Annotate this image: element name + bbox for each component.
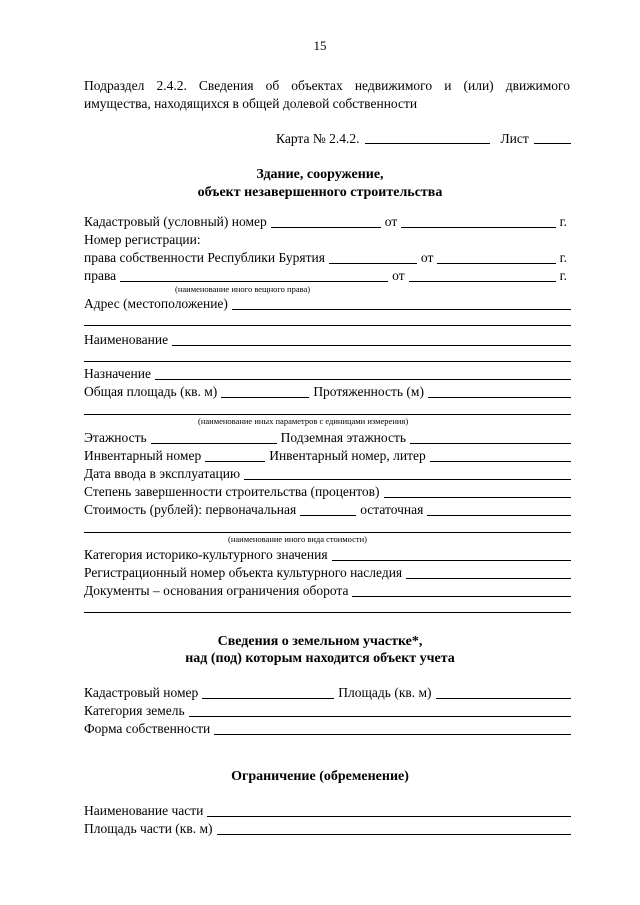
heritage-reg-row bbox=[84, 563, 571, 582]
card-number-field[interactable] bbox=[365, 143, 490, 144]
residual-field[interactable] bbox=[427, 515, 571, 516]
part-area-field[interactable] bbox=[217, 834, 571, 835]
land-category-row bbox=[84, 701, 571, 720]
inventory-label: Инвентарный номер bbox=[84, 448, 202, 463]
page-number: 15 bbox=[313, 38, 327, 53]
heritage-category-label: Категория историко-культурного значения bbox=[84, 547, 328, 562]
ownership-form-label: Форма собственности bbox=[84, 721, 211, 736]
rights-caption: (наименование иного вещного права) bbox=[175, 284, 311, 294]
land-cadastral-row bbox=[84, 683, 571, 702]
underground-label: Подземная этажность bbox=[280, 430, 407, 445]
rights-buryatia-year-label: г. bbox=[559, 250, 567, 265]
cost-caption: (наименование иного вида стоимости) bbox=[228, 534, 367, 544]
length-label: Протяженность (м) bbox=[313, 384, 424, 399]
rights-label: права bbox=[84, 268, 117, 283]
heritage-category-field[interactable] bbox=[332, 560, 571, 561]
name-field[interactable] bbox=[172, 345, 571, 346]
documents-row bbox=[84, 581, 571, 600]
purpose-row bbox=[84, 364, 571, 383]
inventory-field[interactable] bbox=[205, 461, 265, 462]
commission-row bbox=[84, 464, 571, 483]
rights-buryatia-row bbox=[84, 248, 571, 267]
section2-title-2: над (под) которым находится объект учета bbox=[185, 651, 455, 666]
heritage-category-row bbox=[84, 545, 571, 564]
section1-title-1: Здание, сооружение, bbox=[256, 167, 384, 182]
intro-line-1: Подраздел 2.4.2. Сведения об объектах недвижимого и (или) движимого bbox=[84, 78, 570, 93]
card-label: Карта № 2.4.2. bbox=[276, 131, 360, 146]
cadastral-date-field[interactable] bbox=[401, 227, 555, 228]
floors-field[interactable] bbox=[151, 443, 277, 444]
documents-field[interactable] bbox=[352, 596, 571, 597]
cadastral-year-label: г. bbox=[559, 214, 567, 229]
rights-year-label: г. bbox=[559, 268, 567, 283]
section1-title-2: объект незавершенного строительства bbox=[197, 185, 443, 200]
params-line[interactable] bbox=[84, 414, 571, 415]
completion-label: Степень завершенности строительства (процентов) bbox=[84, 484, 380, 499]
floors-label: Этажность bbox=[84, 430, 147, 445]
purpose-label: Назначение bbox=[84, 366, 151, 381]
heritage-reg-field[interactable] bbox=[406, 578, 571, 579]
area-row bbox=[84, 382, 571, 401]
cadastral-from-label: от bbox=[384, 214, 398, 229]
area-label: Общая площадь (кв. м) bbox=[84, 384, 218, 399]
ownership-form-field[interactable] bbox=[214, 734, 571, 735]
floors-row bbox=[84, 428, 571, 447]
address-extra-line[interactable] bbox=[84, 325, 571, 326]
length-field[interactable] bbox=[428, 397, 571, 398]
rights-field[interactable] bbox=[120, 281, 388, 282]
address-row bbox=[84, 294, 571, 313]
completion-field[interactable] bbox=[384, 497, 572, 498]
purpose-field[interactable] bbox=[155, 379, 571, 380]
rights-buryatia-from-label: от bbox=[420, 250, 434, 265]
section2-title-1: Сведения о земельном участке*, bbox=[217, 634, 423, 649]
land-cadastral-field[interactable] bbox=[202, 698, 334, 699]
rights-row bbox=[84, 266, 571, 285]
rights-buryatia-date-field[interactable] bbox=[437, 263, 555, 264]
intro-line-2: имущества, находящихся в общей долевой собственности bbox=[84, 96, 418, 111]
area-field[interactable] bbox=[221, 397, 309, 398]
inventory-letter-field[interactable] bbox=[430, 461, 571, 462]
rights-from-label: от bbox=[392, 268, 405, 283]
land-area-field[interactable] bbox=[436, 698, 571, 699]
cost-row bbox=[84, 500, 571, 519]
underground-field[interactable] bbox=[410, 443, 571, 444]
rights-buryatia-field[interactable] bbox=[329, 263, 417, 264]
commission-label: Дата ввода в эксплуатацию bbox=[84, 466, 241, 481]
heritage-reg-label: Регистрационный номер объекта культурного наследия bbox=[84, 565, 403, 580]
intro-paragraph bbox=[84, 77, 570, 113]
commission-field[interactable] bbox=[244, 479, 571, 480]
land-category-label: Категория земель bbox=[84, 703, 185, 718]
name-label: Наименование bbox=[84, 332, 169, 347]
sheet-field[interactable] bbox=[534, 143, 571, 144]
inventory-row bbox=[84, 446, 571, 465]
cadastral-row bbox=[84, 212, 571, 231]
cost-label: Стоимость (рублей): первоначальная bbox=[84, 502, 297, 517]
inventory-letter-label: Инвентарный номер, литер bbox=[269, 448, 426, 463]
reg-number-row bbox=[84, 230, 571, 249]
land-cadastral-label: Кадастровый номер bbox=[84, 685, 199, 700]
card-number-row bbox=[276, 131, 571, 147]
cost-initial-field[interactable] bbox=[300, 515, 356, 516]
part-name-label: Наименование части bbox=[84, 803, 204, 818]
params-caption: (наименование иных параметров с единицами измерения) bbox=[198, 416, 409, 426]
name-row bbox=[84, 330, 571, 349]
residual-label: остаточная bbox=[360, 502, 424, 517]
address-field[interactable] bbox=[232, 309, 571, 310]
rights-buryatia-label: права собственности Республики Бурятия bbox=[84, 250, 325, 265]
cost-other-line[interactable] bbox=[84, 532, 571, 533]
sheet-label: Лист bbox=[500, 131, 529, 146]
part-area-row bbox=[84, 819, 571, 838]
cadastral-label: Кадастровый (условный) номер bbox=[84, 214, 267, 229]
section3-title: Ограничение (обременение) bbox=[231, 769, 409, 784]
completion-row bbox=[84, 482, 571, 501]
part-area-label: Площадь части (кв. м) bbox=[84, 821, 213, 836]
land-area-label: Площадь (кв. м) bbox=[338, 685, 432, 700]
part-name-row bbox=[84, 801, 571, 820]
documents-label: Документы – основания ограничения оборота bbox=[84, 583, 349, 598]
documents-extra-line[interactable] bbox=[84, 612, 571, 613]
ownership-form-row bbox=[84, 719, 571, 738]
part-name-field[interactable] bbox=[207, 816, 571, 817]
reg-number-label: Номер регистрации: bbox=[84, 232, 201, 247]
rights-date-field[interactable] bbox=[409, 281, 556, 282]
address-label: Адрес (местоположение) bbox=[84, 296, 228, 311]
name-extra-line[interactable] bbox=[84, 361, 571, 362]
land-category-field[interactable] bbox=[189, 716, 571, 717]
cadastral-field[interactable] bbox=[271, 227, 381, 228]
